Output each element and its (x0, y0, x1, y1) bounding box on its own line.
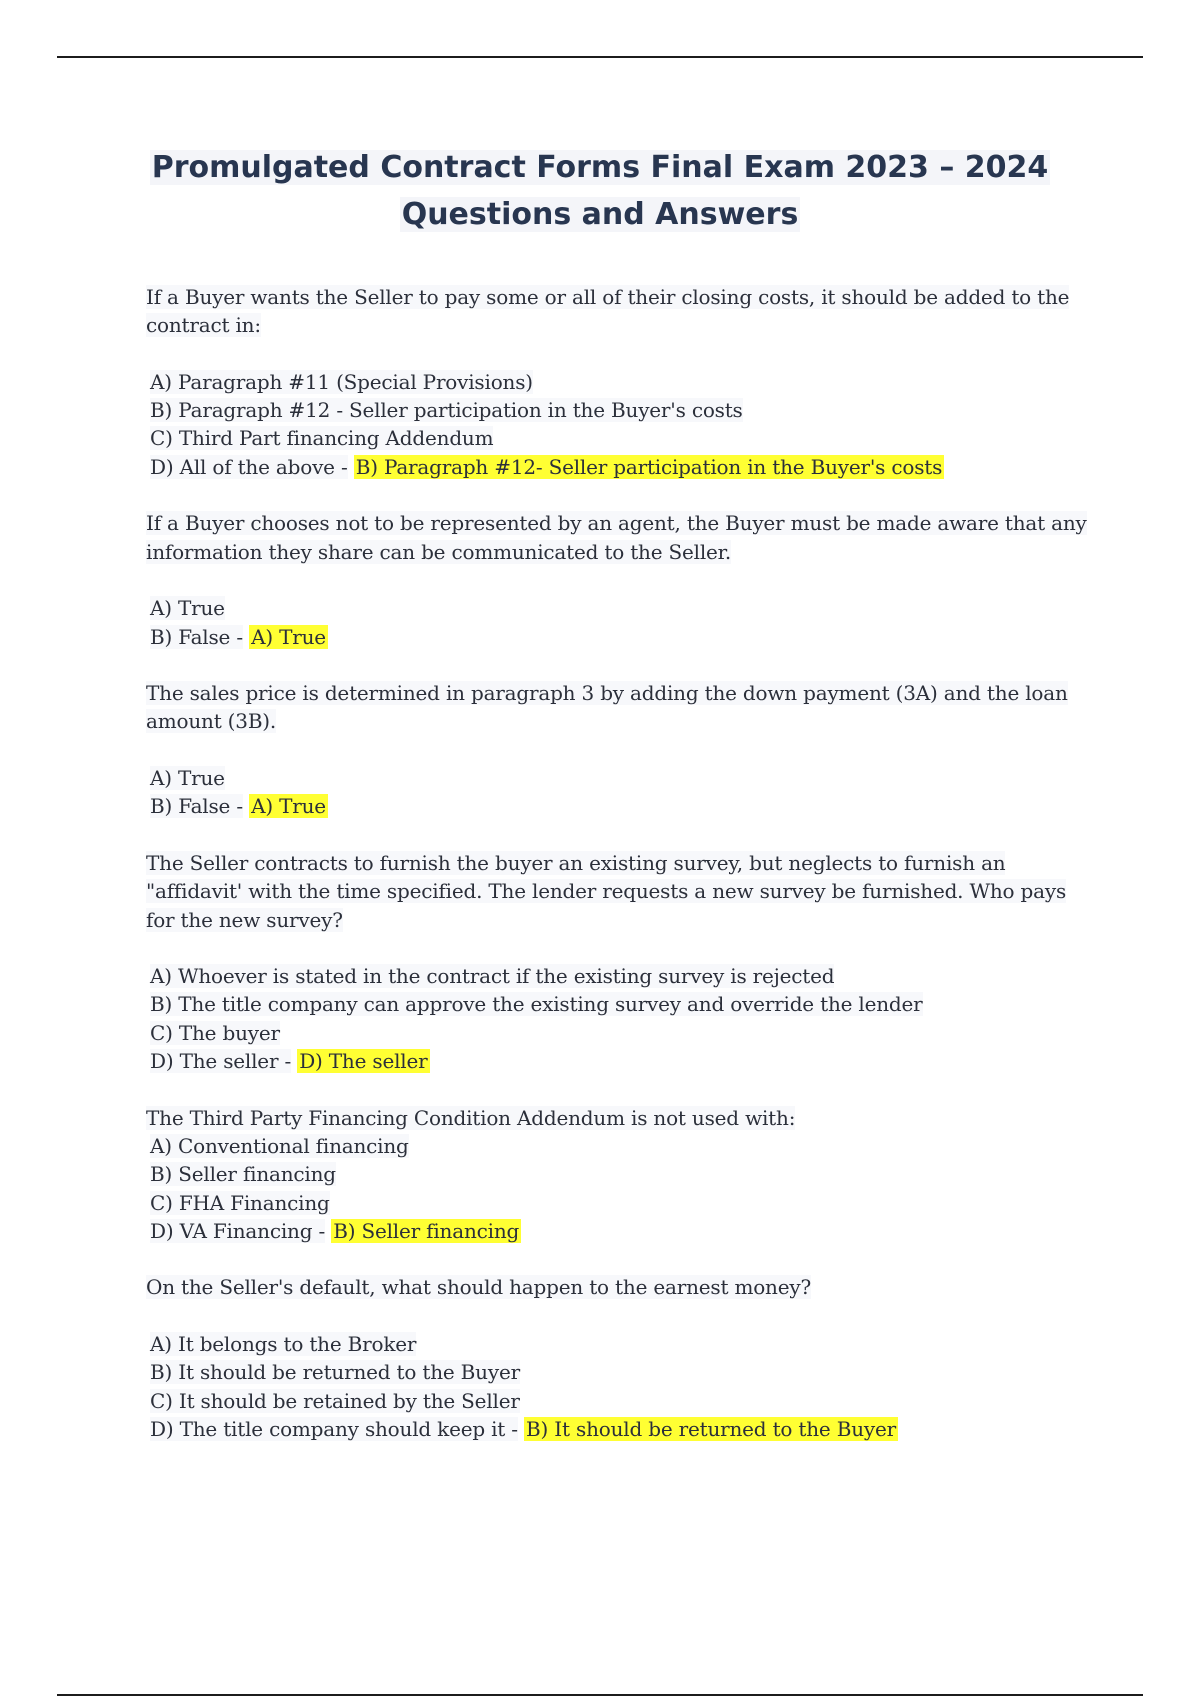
option-item: A) True (150, 596, 225, 621)
question-text: The sales price is determined in paragraph 3 by adding the down payment (3A) and the loan amount (3B). (146, 681, 1068, 734)
question-text: The Third Party Financing Condition Addendum is not used with: (146, 1105, 796, 1130)
question-block-5 (146, 1104, 1096, 1245)
option-item: A) True (150, 766, 225, 791)
answer-highlight: B) Paragraph #12- Seller participation in the Buyer's costs (355, 454, 943, 479)
option-item: A) It belongs to the Broker (150, 1331, 417, 1356)
question-block-1 (146, 283, 1096, 481)
option-item: D) The title company should keep it - B) It should be returned to the Buyer (150, 1416, 896, 1441)
option-item: C) The buyer (150, 1020, 280, 1045)
page-title (0, 144, 1200, 238)
option-item: A) Conventional financing (150, 1133, 409, 1158)
top-rule (57, 56, 1143, 58)
title-line-2: Questions and Answers (401, 197, 799, 232)
option-item: B) False - A) True (150, 794, 326, 819)
option-list (146, 1330, 1096, 1443)
option-item: C) Third Part financing Addendum (150, 426, 494, 451)
option-item: B) The title company can approve the existing survey and override the lender (150, 992, 923, 1017)
option-list (146, 764, 1096, 821)
option-item: D) VA Financing - B) Seller financing (150, 1218, 520, 1243)
option-item: A) Paragraph #11 (Special Provisions) (150, 369, 533, 394)
option-item: B) Seller financing (150, 1162, 336, 1187)
option-item: B) Paragraph #12 - Seller participation in the Buyer's costs (150, 398, 743, 423)
question-block-3 (146, 679, 1096, 820)
answer-highlight: D) The seller (299, 1049, 428, 1074)
answer-highlight: B) It should be returned to the Buyer (526, 1416, 896, 1441)
answer-highlight: B) Seller financing (333, 1218, 520, 1243)
option-list (146, 962, 1096, 1075)
question-text: If a Buyer chooses not to be represented by an agent, the Buyer must be made aware that any information they share can be communicated to the Seller. (146, 511, 1087, 564)
option-list (146, 594, 1096, 651)
option-item: B) False - A) True (150, 624, 326, 649)
question-text: The Seller contracts to furnish the buyer an existing survey, but neglects to furnish an "affidavit' with the time specified. The lender requests a new survey be furnished. Who pays for the new survey? (146, 850, 1067, 932)
option-item: A) Whoever is stated in the contract if the existing survey is rejected (150, 964, 835, 989)
option-list (146, 1132, 1096, 1245)
bottom-rule (57, 1694, 1143, 1696)
question-list (146, 283, 1096, 1471)
title-line-1: Promulgated Contract Forms Final Exam 2023 – 2024 (151, 150, 1049, 185)
option-item: D) All of the above - B) Paragraph #12- Seller participation in the Buyer's costs (150, 454, 943, 479)
answer-highlight: A) True (251, 624, 326, 649)
answer-highlight: A) True (251, 794, 326, 819)
question-text: On the Seller's default, what should happen to the earnest money? (146, 1275, 811, 1300)
option-item: B) It should be returned to the Buyer (150, 1360, 520, 1385)
option-item: C) FHA Financing (150, 1190, 330, 1215)
question-block-2 (146, 509, 1096, 650)
question-block-4 (146, 849, 1096, 1075)
question-text: If a Buyer wants the Seller to pay some or all of their closing costs, it should be added to the contract in: (146, 285, 1070, 338)
option-item: D) The seller - D) The seller (150, 1049, 428, 1074)
option-item: C) It should be retained by the Seller (150, 1388, 520, 1413)
question-block-6 (146, 1273, 1096, 1443)
option-list (146, 368, 1096, 481)
